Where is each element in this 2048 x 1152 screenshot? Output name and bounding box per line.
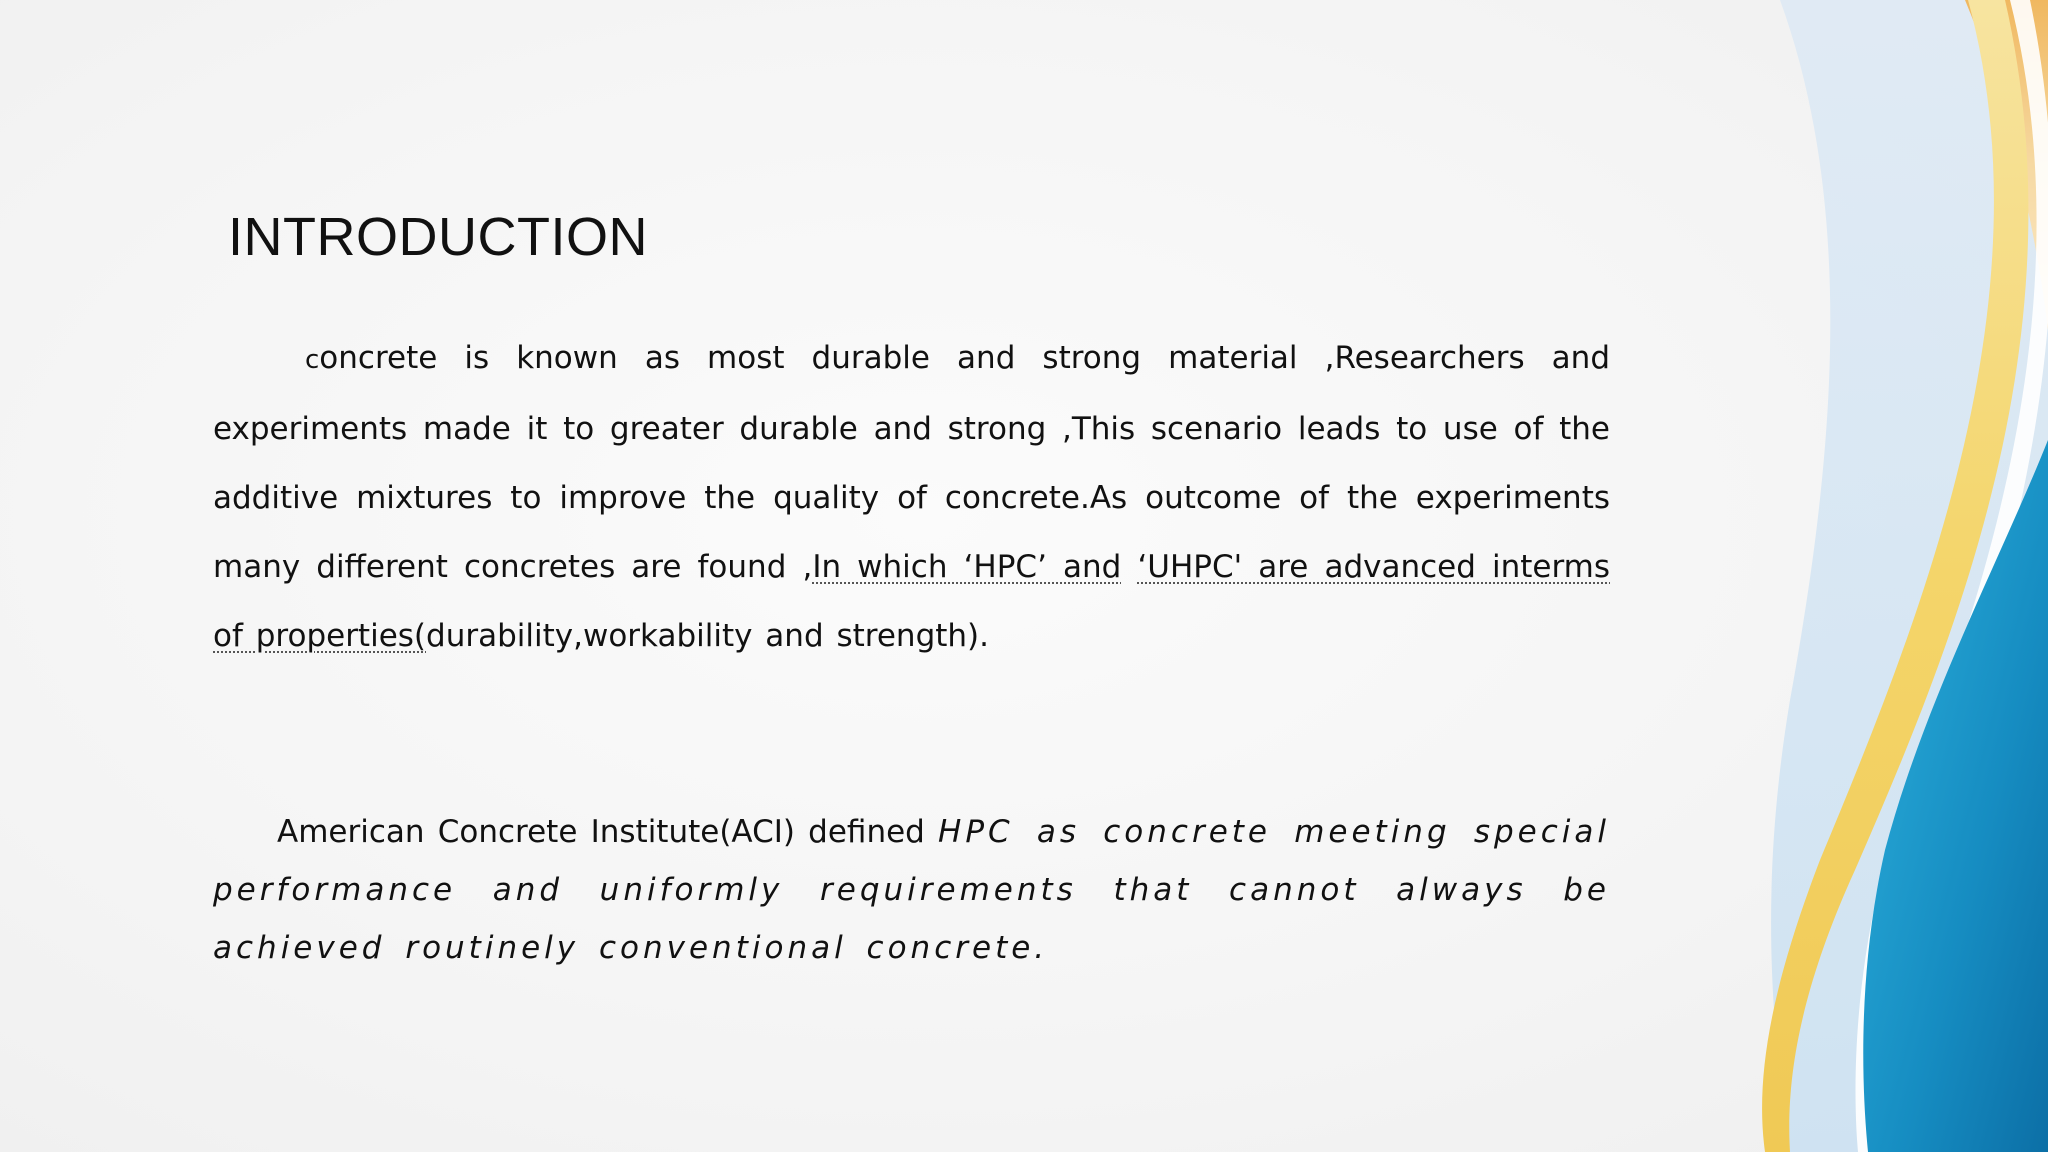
aci-lead-text: American Concrete Institute(ACI) defined xyxy=(277,814,939,850)
intro-paragraph xyxy=(213,324,1610,671)
underlined-hpc-text: In which ‘HPC’ and xyxy=(812,549,1122,585)
slide-title: INTRODUCTION xyxy=(228,207,648,267)
hpc-definition-text: HPC as concrete meeting special performance and uniformly requirements that cannot always be achieved routinely conventional concrete. xyxy=(213,814,1610,966)
first-letter: c xyxy=(305,345,320,375)
underlined-gap xyxy=(1121,549,1137,585)
aci-definition-paragraph xyxy=(213,803,1610,977)
intro-lead-text: oncrete is known as most durable and strong material ,Researchers and experiments made it to greater durable and strong ,This scenario leads to use of the additive mixtures to improve the quality of concrete.As outcome of the experiments many different concretes are found , xyxy=(213,340,1610,585)
underlined-uhpc-text: ‘UHPC' are advanced interms of properties( xyxy=(213,549,1611,654)
intro-tail-text: durability,workability and strength). xyxy=(426,618,990,654)
